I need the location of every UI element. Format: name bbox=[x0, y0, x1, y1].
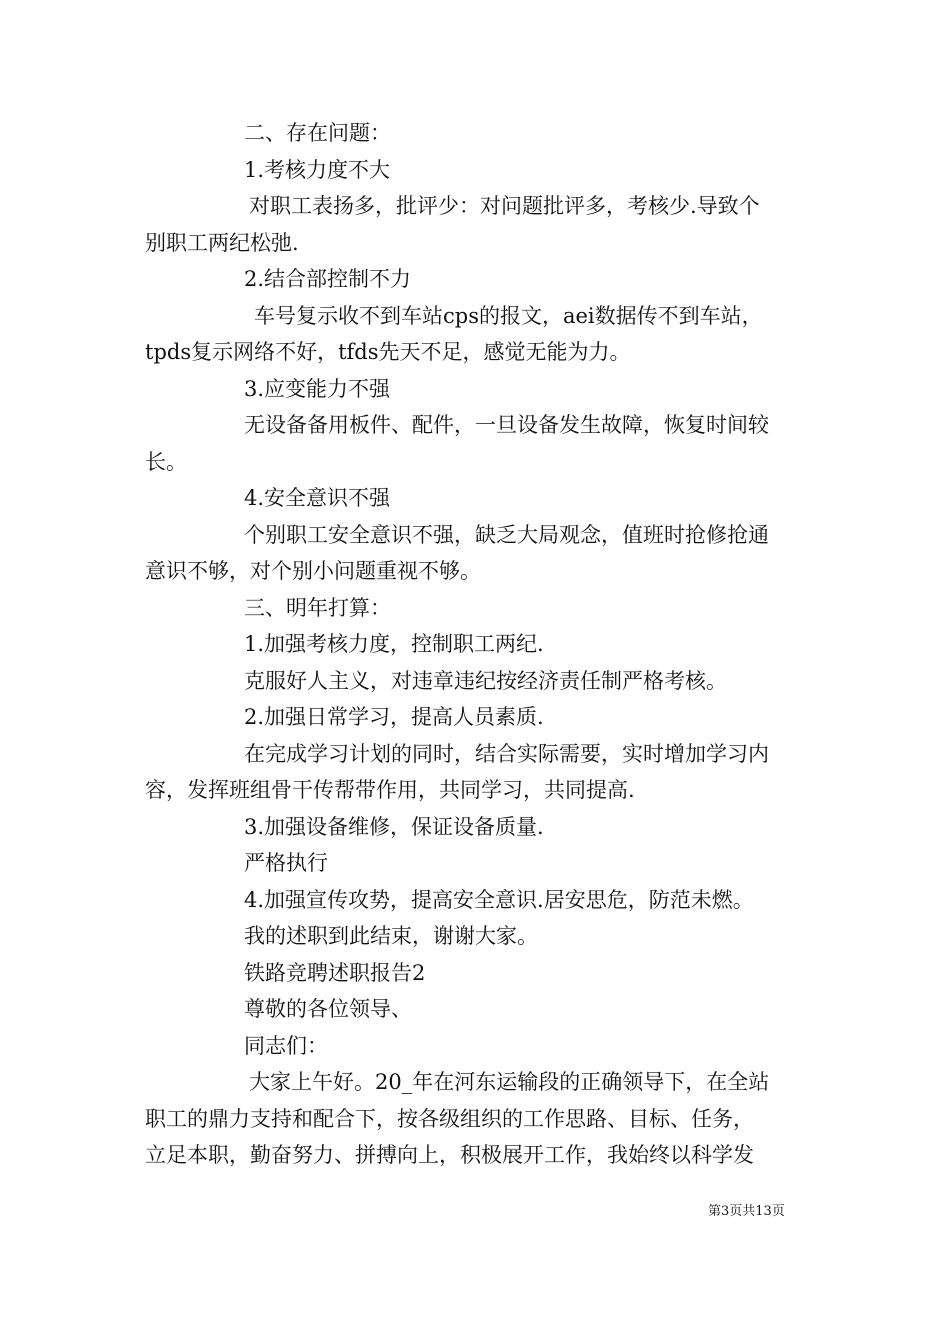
text-line: 职工的鼎力支持和配合下，按各级组织的工作思路、目标、任务， bbox=[145, 1106, 754, 1131]
text-line: 严格执行 bbox=[244, 851, 328, 875]
text-line: 4.加强宣传攻势，提高安全意识.居安思危，防范未燃。 bbox=[244, 887, 754, 912]
text-line: 克服好人主义，对违章违纪按经济责任制严格考核。 bbox=[244, 668, 727, 693]
text-line: 个别职工安全意识不强，缺乏大局观念，值班时抢修抢通 bbox=[244, 522, 769, 547]
page-number-footer: 第3页共13页 bbox=[708, 1204, 785, 1219]
text-line: tpds复示网络不好，tfds先天不足，感觉无能为力。 bbox=[145, 340, 631, 364]
text-line: 3.加强设备维修，保证设备质量. bbox=[244, 814, 544, 839]
text-line: 2.加强日常学习，提高人员素质. bbox=[244, 705, 544, 729]
text-line: 意识不够，对个别小问题重视不够。 bbox=[145, 559, 481, 583]
text-line: 无设备备用板件、配件，一旦设备发生故障，恢复时间较 bbox=[244, 413, 769, 437]
text-line: 三、明年打算： bbox=[244, 595, 391, 620]
text-line: 1.考核力度不大 bbox=[244, 157, 391, 182]
document-body bbox=[145, 115, 807, 1174]
text-line: 铁路竞聘述职报告2 bbox=[244, 960, 426, 985]
text-line: 同志们： bbox=[244, 1033, 328, 1058]
text-line: 1.加强考核力度，控制职工两纪. bbox=[244, 632, 544, 656]
text-line: 对职工表扬多，批评少：对问题批评多，考核少.导致个 bbox=[249, 194, 760, 218]
text-line: 大家上午好。20_年在河东运输段的正确领导下，在全站 bbox=[249, 1070, 770, 1094]
text-line: 4.安全意识不强 bbox=[244, 486, 391, 510]
text-line: 别职工两纪松弛. bbox=[145, 230, 299, 255]
text-line: 立足本职，勤奋努力、拼搏向上，积极展开工作，我始终以科学发 bbox=[145, 1143, 754, 1167]
text-line: 3.应变能力不强 bbox=[244, 376, 391, 401]
text-line: 在完成学习计划的同时，结合实际需要，实时增加学习内 bbox=[244, 741, 769, 766]
text-line: 我的述职到此结束，谢谢大家。 bbox=[244, 924, 538, 948]
text-line: 尊敬的各位领导、 bbox=[244, 997, 412, 1021]
text-line: 车号复示收不到车站cps的报文，aei数据传不到车站， bbox=[254, 303, 763, 328]
text-line: 容，发挥班组骨干传帮带作用，共同学习，共同提高. bbox=[145, 778, 635, 802]
text-line: 二、存在问题： bbox=[244, 121, 391, 145]
text-line: 长。 bbox=[145, 449, 187, 474]
text-line: 2.结合部控制不力 bbox=[244, 267, 412, 291]
